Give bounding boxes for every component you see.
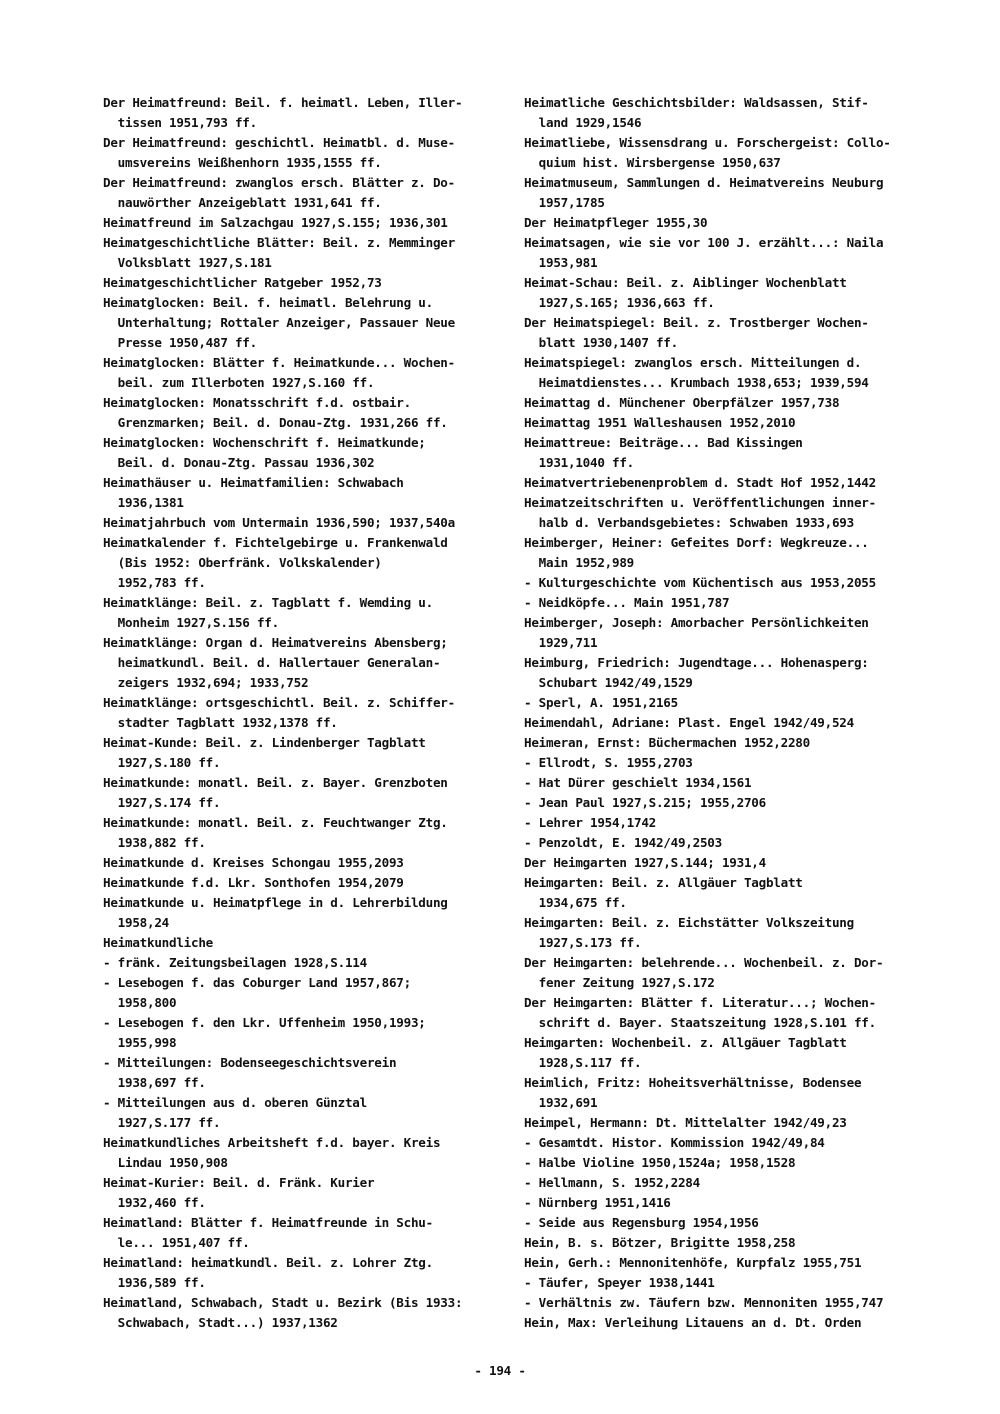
index-entry-line: 1936,1381 xyxy=(103,495,184,510)
index-entry-line: Der Heimgarten 1927,S.144; 1931,4 xyxy=(524,855,766,870)
index-entry xyxy=(524,833,934,853)
index-entry-line: Heimat-Schau: Beil. z. Aiblinger Wochenblatt xyxy=(524,275,847,290)
index-entry-line: - Kulturgeschichte vom Küchentisch aus 1953,2055 xyxy=(524,575,876,590)
index-entry xyxy=(103,693,498,733)
index-entry-line: 1957,1785 xyxy=(524,195,605,210)
index-entry-line: 1932,460 ff. xyxy=(103,1195,206,1210)
index-entry-line: Heimatzeitschriften u. Veröffentlichungen inner- xyxy=(524,495,876,510)
index-entry xyxy=(524,1253,934,1273)
index-entry xyxy=(103,393,498,433)
index-entry-line: - Mitteilungen aus d. oberen Günztal xyxy=(103,1095,367,1110)
index-entry-line: - Nürnberg 1951,1416 xyxy=(524,1195,671,1210)
index-entry xyxy=(103,593,498,633)
index-entry-line: Beil. d. Donau-Ztg. Passau 1936,302 xyxy=(103,455,375,470)
index-entry-line: Heimathäuser u. Heimatfamilien: Schwabach xyxy=(103,475,404,490)
index-entry-line: Heimatspiegel: zwanglos ersch. Mitteilungen d. xyxy=(524,355,862,370)
index-entry xyxy=(524,693,934,713)
index-entry xyxy=(524,233,934,273)
index-entry-line: Heimatgeschichtliche Blätter: Beil. z. Memminger xyxy=(103,235,455,250)
index-entry-line: Heimatkalender f. Fichtelgebirge u. Frankenwald xyxy=(103,535,448,550)
index-entry xyxy=(524,653,934,693)
index-entry xyxy=(524,393,934,413)
index-entry-line: Heimgarten: Beil. z. Eichstätter Volkszeitung xyxy=(524,915,854,930)
index-entry xyxy=(524,93,934,133)
index-entry-line: Hein, Gerh.: Mennonitenhöfe, Kurpfalz 1955,751 xyxy=(524,1255,862,1270)
index-entry-line: schrift d. Bayer. Staatszeitung 1928,S.101 ff. xyxy=(524,1015,876,1030)
index-entry xyxy=(524,493,934,533)
index-entry-line: Heimberger, Joseph: Amorbacher Persönlichkeiten xyxy=(524,615,869,630)
index-entry xyxy=(524,1273,934,1293)
index-entry-line: - Lesebogen f. den Lkr. Uffenheim 1950,1993; xyxy=(103,1015,426,1030)
index-entry xyxy=(103,1213,498,1253)
index-entry-line: - Lesebogen f. das Coburger Land 1957,867; xyxy=(103,975,411,990)
index-entry xyxy=(103,473,498,513)
index-entry-line: 1927,S.173 ff. xyxy=(524,935,642,950)
index-entry xyxy=(524,473,934,493)
index-entry xyxy=(524,793,934,813)
index-entry-line: - Ellrodt, S. 1955,2703 xyxy=(524,755,693,770)
index-entry-line: 1958,24 xyxy=(103,915,169,930)
index-entry-line: Heimatkunde: monatl. Beil. z. Feuchtwanger Ztg. xyxy=(103,815,448,830)
index-entry xyxy=(524,753,934,773)
index-entry xyxy=(524,613,934,653)
index-entry-line: Monheim 1927,S.156 ff. xyxy=(103,615,279,630)
index-entry-line: Heimgarten: Beil. z. Allgäuer Tagblatt xyxy=(524,875,803,890)
index-entry-line: Heimatglocken: Monatsschrift f.d. ostbair. xyxy=(103,395,411,410)
index-entry-line: - Halbe Violine 1950,1524a; 1958,1528 xyxy=(524,1155,796,1170)
index-entry xyxy=(524,1133,934,1153)
index-entry xyxy=(524,1213,934,1233)
index-entry xyxy=(524,1193,934,1213)
index-entry-line: heimatkundl. Beil. d. Hallertauer Generalan- xyxy=(103,655,441,670)
index-entry-line: fener Zeitung 1927,S.172 xyxy=(524,975,715,990)
index-entry xyxy=(103,1053,498,1093)
index-entry-line: - Lehrer 1954,1742 xyxy=(524,815,656,830)
index-entry xyxy=(524,953,934,993)
index-entry-line: Der Heimatpfleger 1955,30 xyxy=(524,215,708,230)
index-entry xyxy=(103,1253,498,1293)
index-entry-line: Der Heimatfreund: zwanglos ersch. Blätter z. Do- xyxy=(103,175,455,190)
index-column-left xyxy=(103,93,498,1333)
index-entry xyxy=(524,733,934,753)
index-entry xyxy=(524,873,934,913)
index-entry-line: Heimatkunde f.d. Lkr. Sonthofen 1954,2079 xyxy=(103,875,404,890)
index-entry-line: Heimatland, Schwabach, Stadt u. Bezirk (Bis 1933: xyxy=(103,1295,463,1310)
index-entry-line: Heimattag d. Münchener Oberpfälzer 1957,738 xyxy=(524,395,840,410)
index-entry-line: - Hellmann, S. 1952,2284 xyxy=(524,1175,700,1190)
index-entry xyxy=(103,953,498,973)
index-entry xyxy=(524,1233,934,1253)
index-entry xyxy=(103,173,498,213)
index-entry xyxy=(103,933,498,953)
index-entry xyxy=(524,593,934,613)
index-entry-line: Heimatkunde: monatl. Beil. z. Bayer. Grenzboten xyxy=(103,775,448,790)
index-entry-line: 1955,998 xyxy=(103,1035,177,1050)
index-entry-line: land 1929,1546 xyxy=(524,115,642,130)
index-entry xyxy=(103,1133,498,1173)
index-entry-line: - Mitteilungen: Bodenseegeschichtsverein xyxy=(103,1055,397,1070)
index-entry-line: (Bis 1952: Oberfränk. Volkskalender) xyxy=(103,555,382,570)
index-entry xyxy=(524,773,934,793)
index-entry xyxy=(103,513,498,533)
index-entry-line: 1934,675 ff. xyxy=(524,895,627,910)
index-entry-line: Heimburg, Friedrich: Jugendtage... Hohenasperg: xyxy=(524,655,869,670)
index-entry-line: Heimgarten: Wochenbeil. z. Allgäuer Tagblatt xyxy=(524,1035,847,1050)
index-entry-line: 1927,S.165; 1936,663 ff. xyxy=(524,295,715,310)
index-entry xyxy=(524,213,934,233)
index-entry xyxy=(524,1313,934,1333)
index-entry-line: Heimatvertriebenenproblem d. Stadt Hof 1952,1442 xyxy=(524,475,876,490)
index-entry-line: stadter Tagblatt 1932,1378 ff. xyxy=(103,715,338,730)
index-entry xyxy=(524,353,934,393)
index-entry-line: Heimatkunde d. Kreises Schongau 1955,2093 xyxy=(103,855,404,870)
index-entry-line: Heimat-Kunde: Beil. z. Lindenberger Tagblatt xyxy=(103,735,426,750)
index-entry-line: - Seide aus Regensburg 1954,1956 xyxy=(524,1215,759,1230)
index-entry-line: Lindau 1950,908 xyxy=(103,1155,228,1170)
index-entry-line: Heimpel, Hermann: Dt. Mittelalter 1942/49,23 xyxy=(524,1115,847,1130)
index-entry-line: Heimatsagen, wie sie vor 100 J. erzählt...: Naila xyxy=(524,235,884,250)
index-entry-line: Heimendahl, Adriane: Plast. Engel 1942/49,524 xyxy=(524,715,854,730)
index-entry-line: Heimattreue: Beiträge... Bad Kissingen xyxy=(524,435,803,450)
index-entry-line: - Gesamtdt. Histor. Kommission 1942/49,84 xyxy=(524,1135,825,1150)
index-entry xyxy=(524,853,934,873)
index-entry-line: - Täufer, Speyer 1938,1441 xyxy=(524,1275,715,1290)
index-entry-line: Heimatklänge: Organ d. Heimatvereins Abensberg; xyxy=(103,635,448,650)
index-entry-line: Heimeran, Ernst: Büchermachen 1952,2280 xyxy=(524,735,810,750)
index-entry xyxy=(524,713,934,733)
index-entry-line: - Neidköpfe... Main 1951,787 xyxy=(524,595,730,610)
index-entry-line: Schwabach, Stadt...) 1937,1362 xyxy=(103,1315,338,1330)
index-entry xyxy=(524,813,934,833)
index-entry-line: Heimatkundliche xyxy=(103,935,213,950)
index-entry-line: halb d. Verbandsgebietes: Schwaben 1933,693 xyxy=(524,515,854,530)
index-entry-line: Heimatklänge: Beil. z. Tagblatt f. Wemding u. xyxy=(103,595,433,610)
index-entry-line: Heimatkunde u. Heimatpflege in d. Lehrerbildung xyxy=(103,895,448,910)
index-entry xyxy=(103,533,498,593)
index-entry-line: 1936,589 ff. xyxy=(103,1275,206,1290)
index-entry-line: Main 1952,989 xyxy=(524,555,634,570)
index-entry-line: zeigers 1932,694; 1933,752 xyxy=(103,675,309,690)
index-entry xyxy=(103,133,498,173)
index-entry-line: Heimatkundliches Arbeitsheft f.d. bayer. Kreis xyxy=(103,1135,441,1150)
index-entry-line: - Hat Dürer geschielt 1934,1561 xyxy=(524,775,752,790)
index-entry-line: - fränk. Zeitungsbeilagen 1928,S.114 xyxy=(103,955,367,970)
index-entry-line: Heimlich, Fritz: Hoheitsverhältnisse, Bodensee xyxy=(524,1075,862,1090)
index-entry xyxy=(103,813,498,853)
index-entry-line: - Verhältnis zw. Täufern bzw. Mennoniten 1955,747 xyxy=(524,1295,884,1310)
index-entry-line: Heimberger, Heiner: Gefeites Dorf: Wegkreuze... xyxy=(524,535,869,550)
index-entry xyxy=(524,273,934,313)
index-entry-line: - Sperl, A. 1951,2165 xyxy=(524,695,678,710)
index-entry-line: umsvereins Weißhenhorn 1935,1555 ff. xyxy=(103,155,382,170)
index-entry xyxy=(103,1293,498,1333)
index-entry xyxy=(103,973,498,1013)
index-entry-line: 1927,S.180 ff. xyxy=(103,755,221,770)
index-entry xyxy=(524,533,934,573)
index-entry-line: Heimatmuseum, Sammlungen d. Heimatvereins Neuburg xyxy=(524,175,884,190)
index-entry-line: Heimatliebe, Wissensdrang u. Forschergeist: Collo- xyxy=(524,135,891,150)
index-entry-line: Schubart 1942/49,1529 xyxy=(524,675,693,690)
index-entry-line: 1928,S.117 ff. xyxy=(524,1055,642,1070)
index-entry xyxy=(103,293,498,353)
index-entry-line: Heimatjahrbuch vom Untermain 1936,590; 1937,540a xyxy=(103,515,455,530)
index-entry xyxy=(524,1033,934,1073)
index-entry-line: Heimatfreund im Salzachgau 1927,S.155; 1936,301 xyxy=(103,215,448,230)
index-entry-line: Heimatdienstes... Krumbach 1938,653; 1939,594 xyxy=(524,375,869,390)
index-entry xyxy=(103,873,498,893)
index-entry-line: 1938,882 ff. xyxy=(103,835,206,850)
index-entry xyxy=(524,1073,934,1113)
index-entry-line: Der Heimgarten: belehrende... Wochenbeil. z. Dor- xyxy=(524,955,884,970)
index-entry-line: - Jean Paul 1927,S.215; 1955,2706 xyxy=(524,795,766,810)
index-entry xyxy=(103,893,498,933)
index-entry xyxy=(103,733,498,773)
index-entry-line: Heimatliche Geschichtsbilder: Waldsassen, Stif- xyxy=(524,95,869,110)
index-entry xyxy=(103,1093,498,1133)
index-entry-line: - Penzoldt, E. 1942/49,2503 xyxy=(524,835,722,850)
index-entry-line: Heimattag 1951 Walleshausen 1952,2010 xyxy=(524,415,796,430)
index-entry xyxy=(524,1173,934,1193)
index-entry xyxy=(103,93,498,133)
index-entry xyxy=(103,273,498,293)
index-entry xyxy=(524,573,934,593)
index-entry-line: le... 1951,407 ff. xyxy=(103,1235,250,1250)
index-entry-line: Heimat-Kurier: Beil. d. Fränk. Kurier xyxy=(103,1175,375,1190)
index-entry xyxy=(524,413,934,433)
index-entry-line: 1938,697 ff. xyxy=(103,1075,206,1090)
page-number: - 194 - xyxy=(474,1363,526,1378)
index-entry-line: Der Heimatfreund: geschichtl. Heimatbl. d. Muse- xyxy=(103,135,455,150)
index-entry-line: Volksblatt 1927,S.181 xyxy=(103,255,272,270)
index-entry xyxy=(103,233,498,273)
index-entry xyxy=(524,313,934,353)
index-entry xyxy=(524,1293,934,1313)
index-entry xyxy=(103,633,498,693)
index-entry xyxy=(103,1173,498,1213)
index-entry xyxy=(524,133,934,173)
index-entry-line: Heimatglocken: Wochenschrift f. Heimatkunde; xyxy=(103,435,426,450)
index-entry-line: 1927,S.174 ff. xyxy=(103,795,221,810)
index-entry xyxy=(103,773,498,813)
index-entry xyxy=(524,433,934,473)
index-entry-line: 1929,711 xyxy=(524,635,598,650)
index-entry-line: Der Heimgarten: Blätter f. Literatur...; Wochen- xyxy=(524,995,876,1010)
index-entry-line: quium hist. Wirsbergense 1950,637 xyxy=(524,155,781,170)
index-entry-line: Grenzmarken; Beil. d. Donau-Ztg. 1931,266 ff. xyxy=(103,415,448,430)
index-entry-line: Der Heimatspiegel: Beil. z. Trostberger Wochen- xyxy=(524,315,869,330)
index-entry-line: 1952,783 ff. xyxy=(103,575,206,590)
index-entry-line: beil. zum Illerboten 1927,S.160 ff. xyxy=(103,375,375,390)
index-entry xyxy=(524,993,934,1033)
index-entry xyxy=(103,353,498,393)
index-entry-line: Hein, B. s. Bötzer, Brigitte 1958,258 xyxy=(524,1235,796,1250)
index-entry-line: blatt 1930,1407 ff. xyxy=(524,335,678,350)
index-column-right xyxy=(524,93,934,1333)
index-entry-line: Unterhaltung; Rottaler Anzeiger, Passauer Neue xyxy=(103,315,455,330)
index-entry xyxy=(524,173,934,213)
index-entry xyxy=(103,1013,498,1053)
index-entry-line: Hein, Max: Verleihung Litauens an d. Dt. Orden xyxy=(524,1315,862,1330)
index-entry xyxy=(524,913,934,953)
index-entry-line: 1931,1040 ff. xyxy=(524,455,634,470)
index-entry-line: tissen 1951,793 ff. xyxy=(103,115,257,130)
index-entry xyxy=(103,213,498,233)
index-entry-line: Heimatgeschichtlicher Ratgeber 1952,73 xyxy=(103,275,382,290)
index-entry-line: 1958,800 xyxy=(103,995,177,1010)
index-entry-line: Presse 1950,487 ff. xyxy=(103,335,257,350)
index-entry-line: nauwörther Anzeigeblatt 1931,641 ff. xyxy=(103,195,382,210)
index-entry xyxy=(103,853,498,873)
index-entry xyxy=(524,1113,934,1133)
index-entry xyxy=(103,433,498,473)
index-entry-line: Heimatglocken: Blätter f. Heimatkunde... Wochen- xyxy=(103,355,455,370)
index-entry-line: Der Heimatfreund: Beil. f. heimatl. Leben, Iller- xyxy=(103,95,463,110)
index-entry-line: 1953,981 xyxy=(524,255,598,270)
index-entry-line: Heimatglocken: Beil. f. heimatl. Belehrung u. xyxy=(103,295,433,310)
index-entry-line: Heimatland: heimatkundl. Beil. z. Lohrer Ztg. xyxy=(103,1255,433,1270)
index-entry-line: 1927,S.177 ff. xyxy=(103,1115,221,1130)
index-entry xyxy=(524,1153,934,1173)
index-entry-line: Heimatklänge: ortsgeschichtl. Beil. z. Schiffer- xyxy=(103,695,455,710)
index-entry-line: Heimatland: Blätter f. Heimatfreunde in Schu- xyxy=(103,1215,433,1230)
index-entry-line: 1932,691 xyxy=(524,1095,598,1110)
